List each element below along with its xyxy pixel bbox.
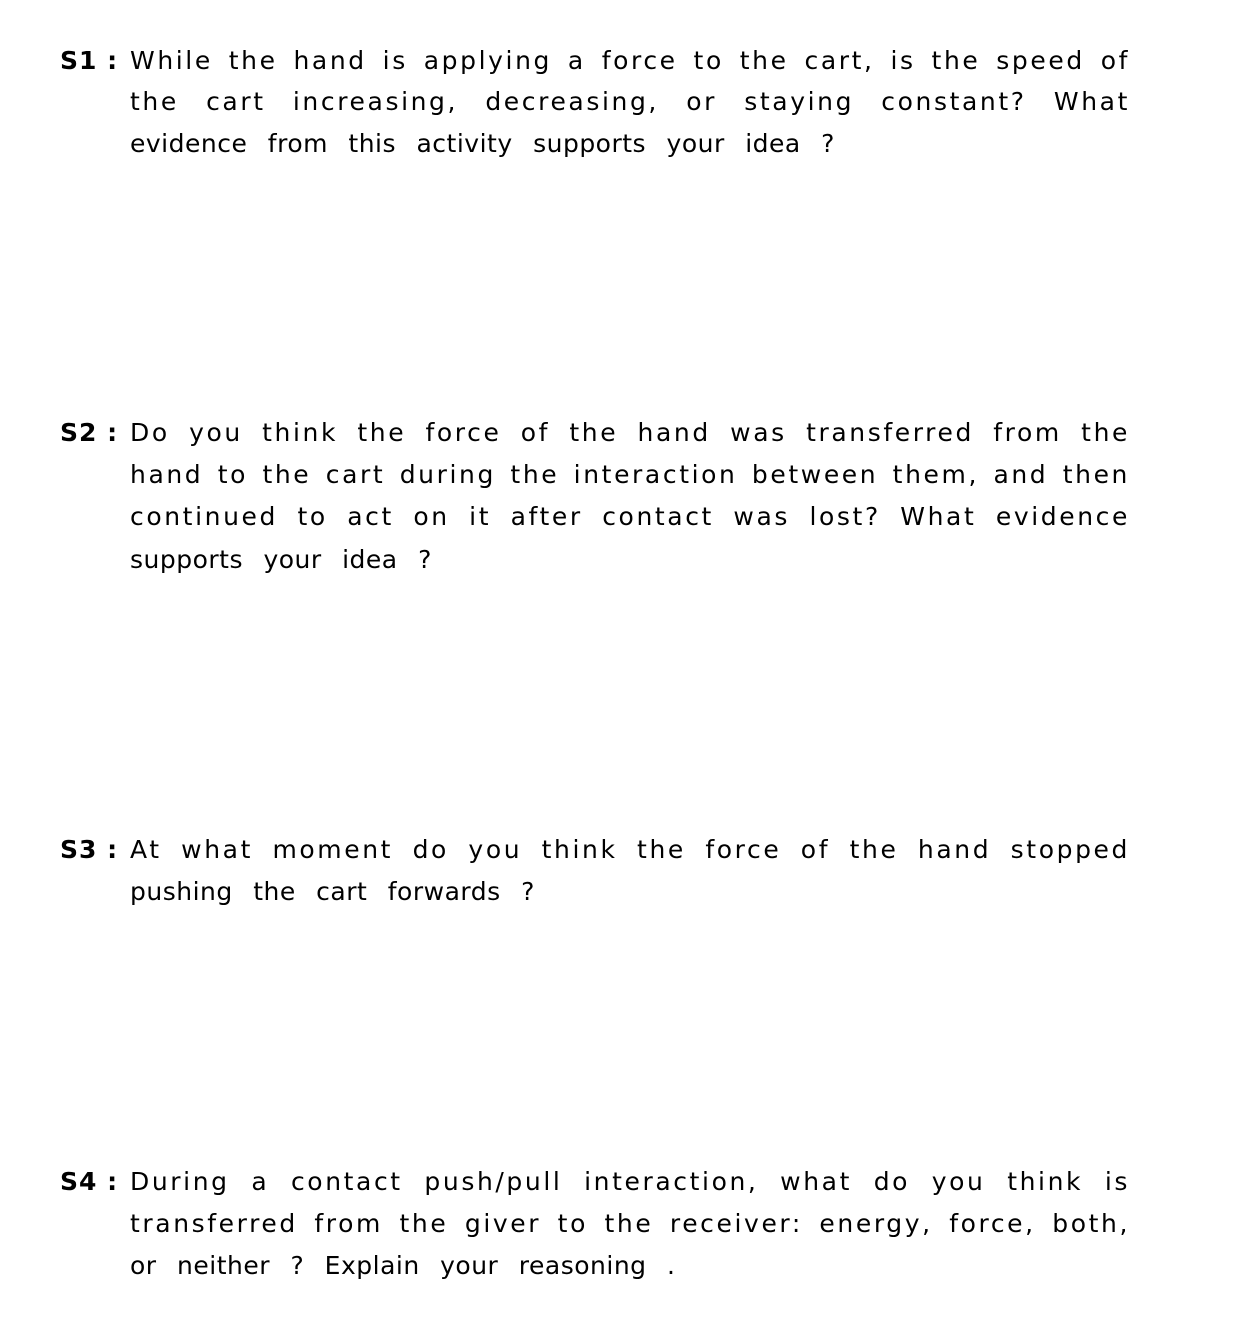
- question-label: S4 :: [60, 1167, 119, 1196]
- question-text-line: hand to the cart during the interaction between them, and then: [130, 460, 1130, 489]
- question-text-line: transferred from the giver to the receiver: energy, force, both,: [130, 1209, 1130, 1238]
- question-text-line: pushing the cart forwards ?: [130, 877, 535, 906]
- question-text-line: evidence from this activity supports your idea ?: [130, 129, 835, 158]
- question-text-line: At what moment do you think the force of the hand stopped: [130, 835, 1130, 864]
- question-text-line: Do you think the force of the hand was transferred from the: [130, 418, 1130, 447]
- question-label: S3 :: [60, 835, 119, 864]
- question-text-line: During a contact push/pull interaction, what do you think is: [130, 1167, 1130, 1196]
- question-text-line: supports your idea ?: [130, 545, 432, 574]
- question-text-line: or neither ? Explain your reasoning .: [130, 1251, 676, 1280]
- question-text-line: continued to act on it after contact was lost? What evidence: [130, 502, 1130, 531]
- question-label: S2 :: [60, 418, 119, 447]
- question-label: S1 :: [60, 46, 119, 75]
- question-text-line: While the hand is applying a force to the cart, is the speed of: [130, 46, 1130, 75]
- question-text-line: the cart increasing, decreasing, or staying constant? What: [130, 87, 1130, 116]
